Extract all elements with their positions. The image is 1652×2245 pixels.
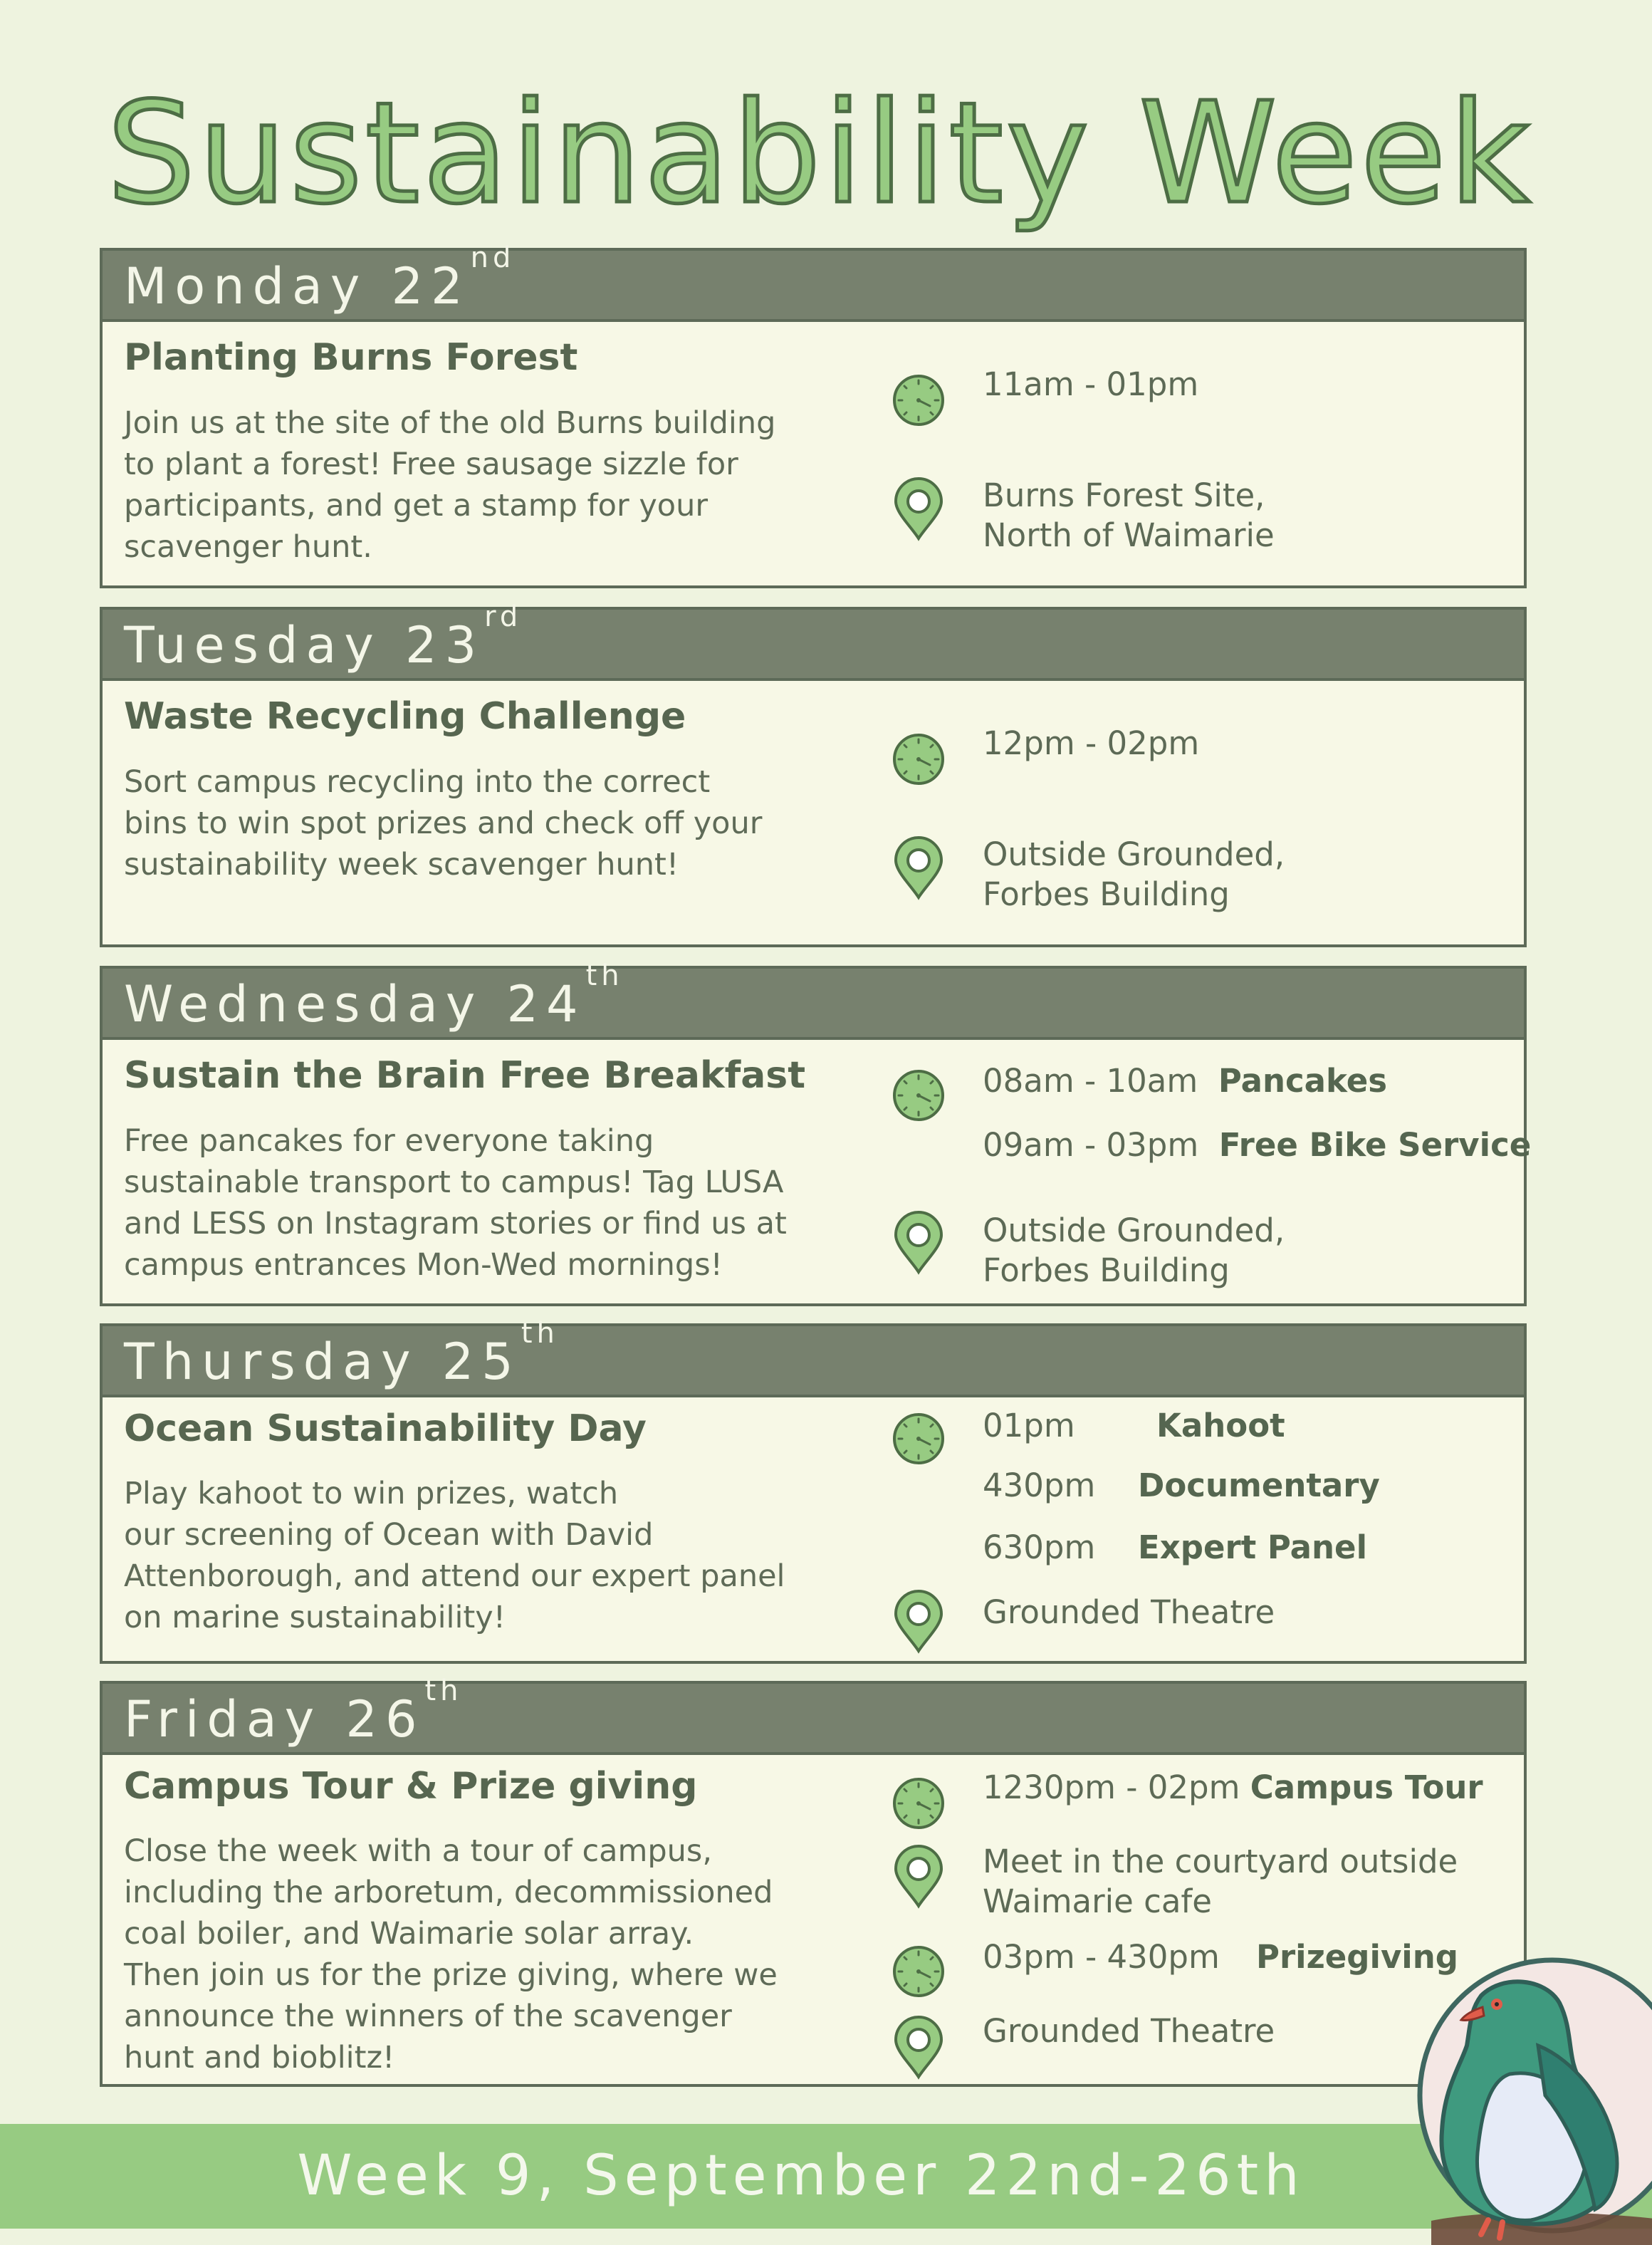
kereru-bird-illustration	[1403, 1939, 1652, 2245]
event-location: Grounded Theatre	[983, 1593, 1275, 1631]
schedule-row	[983, 1406, 1285, 1446]
day-suffix: nd	[470, 241, 516, 274]
schedule-row	[983, 1768, 1483, 1808]
event-title: Ocean Sustainability Day	[124, 1407, 647, 1450]
day-card-thursday	[100, 1317, 1527, 1664]
clock-icon	[890, 1775, 947, 1832]
schedule-row	[983, 1061, 1387, 1101]
schedule-label: Expert Panel	[1138, 1528, 1367, 1566]
location-pin-icon	[890, 1590, 947, 1654]
schedule-row	[983, 1125, 1531, 1165]
schedule-row	[983, 1528, 1367, 1568]
event-description: Play kahoot to win prizes, watch our screening of Ocean with David Attenborough, and attend our expert panel on marine sustainability!	[124, 1476, 785, 1635]
location-pin-icon	[890, 477, 947, 541]
day-suffix: th	[585, 959, 624, 992]
day-label: Monday 22	[124, 257, 471, 316]
event-description: Free pancakes for everyone taking sustainable transport to campus! Tag LUSA and LESS on Instagram stories or find us at campus entrances Mon-Wed mornings!	[124, 1123, 787, 1283]
clock-icon	[890, 1067, 947, 1124]
event-location: Burns Forest Site, North of Waimarie	[983, 476, 1275, 554]
clock-icon	[890, 731, 947, 788]
event-title: Campus Tour & Prize giving	[124, 1765, 698, 1808]
schedule-time: 630pm	[983, 1528, 1096, 1566]
event-location: Outside Grounded, Forbes Building	[983, 1212, 1285, 1289]
schedule-row	[983, 1937, 1458, 1977]
schedule-time: 430pm	[983, 1467, 1096, 1504]
day-header-tuesday	[103, 600, 1524, 681]
event-time: 11am - 01pm	[983, 365, 1199, 403]
day-header-wednesday	[103, 959, 1524, 1040]
schedule-time: 1230pm - 02pm	[983, 1769, 1240, 1806]
schedule-time: 08am - 10am	[983, 1062, 1198, 1100]
schedule-time: 09am - 03pm	[983, 1126, 1199, 1164]
event-title: Sustain the Brain Free Breakfast	[124, 1054, 806, 1097]
event-description: Sort campus recycling into the correct bins to win spot prizes and check off your sustainability week scavenger hunt!	[124, 764, 763, 882]
schedule-label: Free Bike Service	[1218, 1126, 1532, 1164]
location-pin-icon	[890, 836, 947, 900]
day-suffix: th	[424, 1674, 463, 1707]
day-card-friday	[100, 1674, 1527, 2087]
schedule-label: Prizegiving	[1256, 1938, 1458, 1976]
event-location: Outside Grounded, Forbes Building	[983, 835, 1285, 913]
day-card-monday	[100, 241, 1527, 588]
schedule-label: Pancakes	[1218, 1062, 1388, 1100]
day-header-friday	[103, 1674, 1524, 1755]
schedule-row	[983, 1466, 1380, 1506]
clock-icon	[890, 372, 947, 429]
location-pin-icon	[890, 2016, 947, 2080]
day-header-thursday	[103, 1317, 1524, 1397]
clock-icon	[890, 1943, 947, 2000]
event-title: Waste Recycling Challenge	[124, 695, 686, 738]
day-suffix: rd	[484, 600, 523, 633]
schedule-label: Documentary	[1138, 1467, 1380, 1504]
event-title: Planting Burns Forest	[124, 336, 578, 379]
page-title: Sustainability Week	[107, 73, 1533, 235]
day-header-monday	[103, 241, 1524, 322]
location-pin-icon	[890, 1211, 947, 1275]
event-location: Meet in the courtyard outside Waimarie cafe	[983, 1843, 1458, 1920]
day-card-wednesday	[100, 959, 1532, 1306]
day-label: Wednesday 24	[124, 975, 586, 1033]
schedule-label: Campus Tour	[1250, 1769, 1483, 1806]
event-description: Join us at the site of the old Burns building to plant a forest! Free sausage sizzle for participants, and get a stamp for your scavenger hunt.	[124, 405, 776, 565]
day-card-tuesday	[100, 600, 1527, 947]
schedule-time: 03pm - 430pm	[983, 1938, 1220, 1976]
day-label: Friday 26	[124, 1690, 425, 1749]
event-description: Close the week with a tour of campus, including the arboretum, decommissioned coal boiler, and Waimarie solar array. Then join us for the prize giving, where we announce the winners of the scavenger hunt and bioblitz!	[124, 1833, 778, 2075]
day-label: Thursday 25	[124, 1333, 521, 1391]
event-location: Grounded Theatre	[983, 2012, 1275, 2050]
event-time: 12pm - 02pm	[983, 724, 1200, 762]
schedule-label: Kahoot	[1156, 1407, 1285, 1444]
clock-icon	[890, 1410, 947, 1467]
day-suffix: th	[521, 1317, 559, 1350]
day-label: Tuesday 23	[124, 616, 485, 674]
location-pin-icon	[890, 1845, 947, 1909]
footer-date-text: Week 9, September 22nd-26th	[297, 2144, 1305, 2208]
schedule-time: 01pm	[983, 1407, 1075, 1444]
